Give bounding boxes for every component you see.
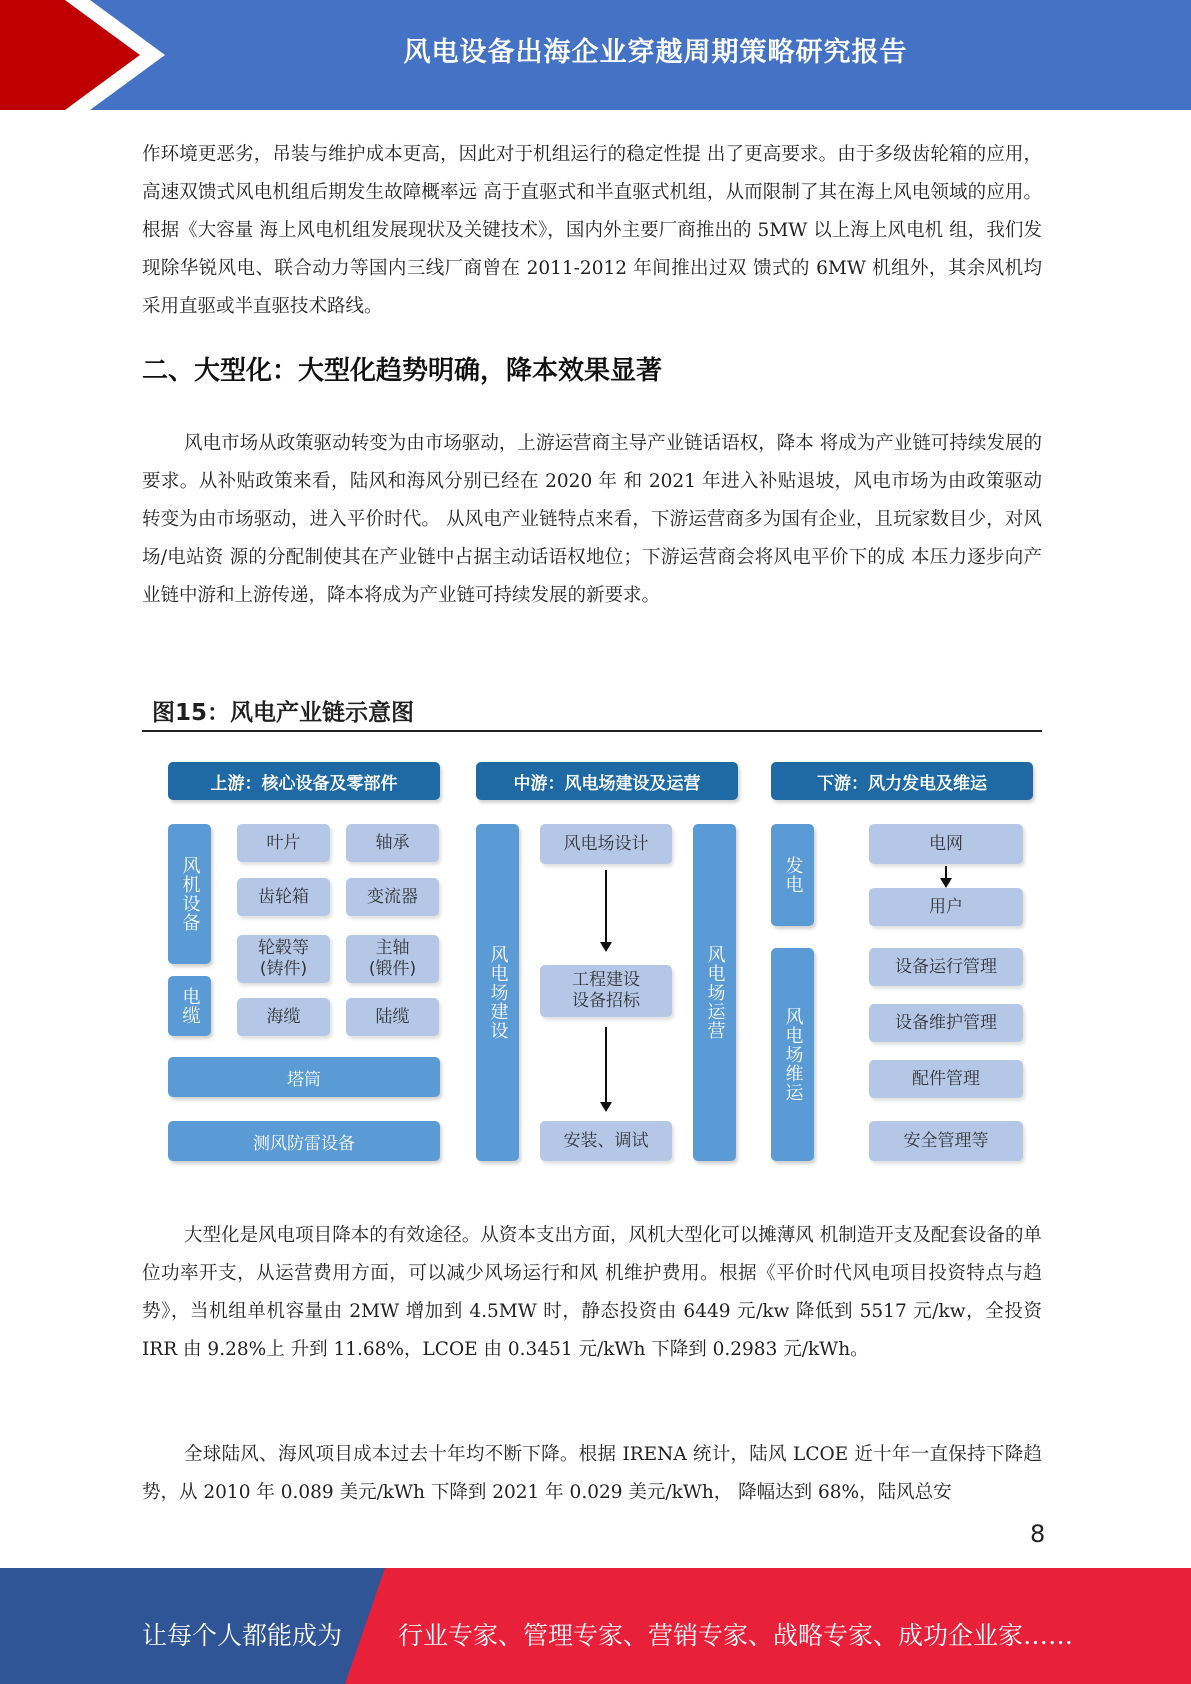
paragraph-2: 风电市场从政策驱动转变为由市场驱动，上游运营商主导产业链话语权，降本 将成为产业链可持续发展的要求。从补贴政策来看，陆风和海风分别已经在 2020 年 和 2021 年进入补贴退坡，风电市场为由政策驱动转变为由市场驱动，进入平价时代。 从风电产业链特点来看，下游运营商多为国有企业，且玩家数目少，对风场/电站资 源的分配制使其在产业链中占据主动话语权地位；下游运营商会将风电平价下的成 本压力逐步向产业链中游和上游传递，降本将成为产业链可持续发展的新要求。 <box>142 433 1042 606</box>
downstream-user: 用户 <box>869 888 1023 926</box>
paragraph-2-block <box>142 425 1042 615</box>
flow-arrow <box>605 1027 607 1110</box>
midstream-step-construction: 工程建设 设备招标 <box>540 965 672 1017</box>
footer-slogan-right: 行业专家、管理专家、营销专家、战略专家、成功企业家…… <box>398 1621 1074 1650</box>
upstream-side-turbine: 风机设备 <box>168 824 211 964</box>
upstream-item: 变流器 <box>346 878 439 916</box>
downstream-side-maintenance: 风电场维运 <box>771 948 814 1161</box>
downstream-header: 下游：风力发电及维运 <box>771 762 1033 800</box>
downstream-item: 设备维护管理 <box>869 1004 1023 1042</box>
flow-arrow <box>605 870 607 950</box>
downstream-item: 设备运行管理 <box>869 948 1023 986</box>
figure-divider <box>142 730 1042 732</box>
paragraph-4: 全球陆风、海风项目成本过去十年均不断下降。根据 IRENA 统计，陆风 LCOE 近十年一直保持下降趋势，从 2010 年 0.089 美元/kWh 下降到 2021 年 0.029 美元/kWh， 降幅达到 68%，陆风总安 <box>142 1444 1042 1503</box>
midstream-step-design: 风电场设计 <box>540 824 672 864</box>
page-number: 8 <box>1030 1520 1046 1548</box>
upstream-lightning-equipment: 测风防雷设备 <box>168 1121 440 1161</box>
paragraph-4-block <box>142 1436 1042 1512</box>
upstream-item: 陆缆 <box>346 998 439 1036</box>
downstream-item: 配件管理 <box>869 1060 1023 1098</box>
midstream-side-operation: 风电场运营 <box>693 824 736 1161</box>
midstream-step-installation: 安装、调试 <box>540 1121 672 1161</box>
upstream-item: 轮毂等 (铸件) <box>237 935 330 983</box>
midstream-side-construction: 风电场建设 <box>476 824 519 1161</box>
section-heading: 二、大型化：大型化趋势明确，降本效果显著 <box>142 356 663 386</box>
paragraph-3-block <box>142 1217 1042 1369</box>
downstream-side-generation: 发电 <box>771 824 814 926</box>
paragraph-3: 大型化是风电项目降本的有效途径。从资本支出方面，风机大型化可以摊薄风 机制造开支及配套设备的单位功率开支，从运营费用方面，可以减少风场运行和风 机维护费用。根据《平价时代风电项目投资特点与趋势》，当机组单机容量由 2MW 增加到 4.5MW 时，静态投资由 6449 元/kw 降低到 5517 元/kw，全投资 IRR 由 9.28%上 升到 11.68%，LCOE 由 0.3451 元/kWh 下降到 0.2983 元/kWh。 <box>142 1225 1042 1360</box>
downstream-grid: 电网 <box>869 824 1023 864</box>
upstream-side-cable: 电缆 <box>168 976 211 1036</box>
paragraph-1: 作环境更恶劣，吊装与维护成本更高，因此对于机组运行的稳定性提 出了更高要求。由于多级齿轮箱的应用，高速双馈式风电机组后期发生故障概率远 高于直驱式和半直驱式机组，从而限制了其在海上风电领域的应用。根据《大容量 海上风电机组发展现状及关键技术》，国内外主要厂商推出的 5MW 以上海上风电机 组，我们发现除华锐风电、联合动力等国内三线厂商曾在 2011-2012 年间推出过双 馈式的 6MW 机组外，其余风机均采用直驱或半直驱技术路线。 <box>142 144 1042 317</box>
upstream-item: 主轴 (锻件) <box>346 935 439 983</box>
upstream-item: 叶片 <box>237 824 330 862</box>
upstream-item: 海缆 <box>237 998 330 1036</box>
upstream-item: 轴承 <box>346 824 439 862</box>
upstream-item: 齿轮箱 <box>237 878 330 916</box>
page-footer <box>0 1568 1191 1684</box>
downstream-item: 安全管理等 <box>869 1121 1023 1161</box>
figure-caption: 图15：风电产业链示意图 <box>152 700 415 726</box>
header-title: 风电设备出海企业穿越周期策略研究报告 <box>403 37 908 68</box>
midstream-header: 中游：风电场建设及运营 <box>476 762 738 800</box>
upstream-header: 上游：核心设备及零部件 <box>168 762 440 800</box>
upstream-tower: 塔筒 <box>168 1057 440 1097</box>
intro-paragraph-block <box>142 136 1042 326</box>
page-header <box>0 0 1191 110</box>
industry-chain-diagram <box>142 752 1042 1172</box>
flow-arrow <box>945 866 947 886</box>
footer-slogan-left: 让每个人都能成为 <box>142 1621 343 1650</box>
